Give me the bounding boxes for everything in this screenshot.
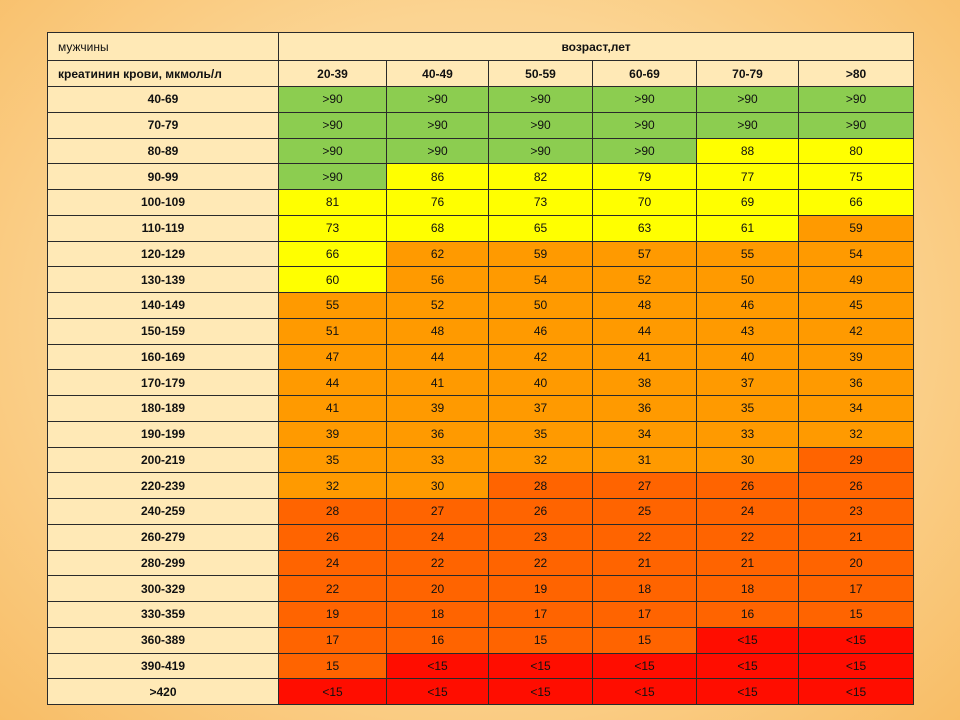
gfr-value-cell: <15 (593, 679, 697, 705)
creatinine-range: 130-139 (48, 267, 279, 293)
gfr-value-cell: 19 (279, 602, 387, 628)
gfr-value-cell: 66 (799, 190, 914, 216)
gfr-value-cell: 15 (799, 602, 914, 628)
gfr-value-cell: 60 (279, 267, 387, 293)
gfr-value-cell: 59 (489, 241, 593, 267)
table-row (48, 421, 914, 447)
gfr-value-cell: 32 (489, 447, 593, 473)
gfr-value-cell: 27 (387, 499, 489, 525)
table-row (48, 473, 914, 499)
gfr-value-cell: 22 (387, 550, 489, 576)
table-row (48, 447, 914, 473)
gfr-value-cell: 36 (387, 421, 489, 447)
gfr-value-cell: <15 (593, 653, 697, 679)
gfr-value-cell: >90 (593, 138, 697, 164)
age-group-header: 70-79 (697, 61, 799, 87)
gfr-value-cell: >90 (387, 138, 489, 164)
gfr-value-cell: 32 (279, 473, 387, 499)
creatinine-range: 260-279 (48, 524, 279, 550)
gfr-value-cell: 15 (489, 627, 593, 653)
gfr-value-cell: 55 (279, 293, 387, 319)
age-group-header: >80 (799, 61, 914, 87)
gfr-value-cell: 68 (387, 215, 489, 241)
age-group-header: 40-49 (387, 61, 489, 87)
gfr-value-cell: 31 (593, 447, 697, 473)
gfr-value-cell: 66 (279, 241, 387, 267)
table-row (48, 524, 914, 550)
gfr-value-cell: 45 (799, 293, 914, 319)
gfr-value-cell: 65 (489, 215, 593, 241)
table-row (48, 87, 914, 113)
gfr-value-cell: 26 (799, 473, 914, 499)
age-group-header: 20-39 (279, 61, 387, 87)
gfr-value-cell: >90 (799, 87, 914, 113)
gfr-value-cell: 27 (593, 473, 697, 499)
gfr-value-cell: 81 (279, 190, 387, 216)
gfr-value-cell: 47 (279, 344, 387, 370)
gfr-value-cell: 73 (279, 215, 387, 241)
creatinine-range: 100-109 (48, 190, 279, 216)
gfr-value-cell: 24 (387, 524, 489, 550)
gfr-value-cell: 33 (387, 447, 489, 473)
gfr-value-cell: 46 (489, 318, 593, 344)
gfr-value-cell: 63 (593, 215, 697, 241)
gfr-value-cell: 34 (799, 396, 914, 422)
gfr-value-cell: >90 (387, 87, 489, 113)
egfr-table (47, 32, 914, 705)
gfr-value-cell: 69 (697, 190, 799, 216)
gfr-value-cell: 28 (489, 473, 593, 499)
gfr-value-cell: 57 (593, 241, 697, 267)
gfr-value-cell: 59 (799, 215, 914, 241)
creatinine-range: 180-189 (48, 396, 279, 422)
table-row (48, 679, 914, 705)
gfr-value-cell: 48 (593, 293, 697, 319)
creatinine-range: 200-219 (48, 447, 279, 473)
gfr-value-cell: <15 (489, 653, 593, 679)
creatinine-label: креатинин крови, мкмоль/л (48, 61, 279, 87)
table-row (48, 241, 914, 267)
gfr-value-cell: 38 (593, 370, 697, 396)
creatinine-range: 240-259 (48, 499, 279, 525)
gfr-value-cell: 41 (279, 396, 387, 422)
header-row-2 (48, 61, 914, 87)
gfr-value-cell: 39 (279, 421, 387, 447)
gfr-value-cell: 76 (387, 190, 489, 216)
gfr-value-cell: <15 (387, 653, 489, 679)
creatinine-range: 110-119 (48, 215, 279, 241)
gfr-value-cell: 80 (799, 138, 914, 164)
table-body (48, 87, 914, 705)
gfr-value-cell: 36 (799, 370, 914, 396)
gfr-value-cell: 26 (279, 524, 387, 550)
creatinine-range: 220-239 (48, 473, 279, 499)
table-row (48, 602, 914, 628)
gfr-value-cell: 20 (799, 550, 914, 576)
gfr-value-cell: 39 (387, 396, 489, 422)
gfr-value-cell: >90 (697, 112, 799, 138)
gfr-value-cell: 52 (593, 267, 697, 293)
gfr-value-cell: 73 (489, 190, 593, 216)
gfr-value-cell: 62 (387, 241, 489, 267)
gfr-value-cell: >90 (799, 112, 914, 138)
gfr-value-cell: 23 (489, 524, 593, 550)
gfr-value-cell: 44 (279, 370, 387, 396)
creatinine-range: 80-89 (48, 138, 279, 164)
gfr-value-cell: 52 (387, 293, 489, 319)
gfr-value-cell: >90 (279, 112, 387, 138)
table-row (48, 576, 914, 602)
gfr-value-cell: 21 (593, 550, 697, 576)
gfr-value-cell: 79 (593, 164, 697, 190)
gfr-value-cell: 24 (279, 550, 387, 576)
table-row (48, 293, 914, 319)
gfr-value-cell: 46 (697, 293, 799, 319)
age-header: возраст,лет (279, 33, 914, 61)
creatinine-range: 280-299 (48, 550, 279, 576)
creatinine-range: 120-129 (48, 241, 279, 267)
gfr-value-cell: 48 (387, 318, 489, 344)
table-row (48, 499, 914, 525)
gfr-value-cell: 55 (697, 241, 799, 267)
gfr-value-cell: 41 (593, 344, 697, 370)
table-row (48, 112, 914, 138)
gfr-value-cell: 21 (697, 550, 799, 576)
table-row (48, 627, 914, 653)
creatinine-range: 160-169 (48, 344, 279, 370)
gfr-value-cell: 19 (489, 576, 593, 602)
gfr-value-cell: 16 (387, 627, 489, 653)
gfr-value-cell: 70 (593, 190, 697, 216)
gfr-value-cell: >90 (593, 87, 697, 113)
creatinine-range: 330-359 (48, 602, 279, 628)
gfr-value-cell: 20 (387, 576, 489, 602)
gfr-value-cell: >90 (489, 112, 593, 138)
creatinine-range: 360-389 (48, 627, 279, 653)
gfr-value-cell: 37 (697, 370, 799, 396)
gfr-value-cell: <15 (799, 653, 914, 679)
gfr-value-cell: 17 (593, 602, 697, 628)
creatinine-range: 70-79 (48, 112, 279, 138)
gfr-value-cell: 50 (697, 267, 799, 293)
gfr-value-cell: 35 (697, 396, 799, 422)
creatinine-range: 150-159 (48, 318, 279, 344)
gfr-value-cell: 40 (697, 344, 799, 370)
age-group-header: 60-69 (593, 61, 697, 87)
gfr-value-cell: 16 (697, 602, 799, 628)
gfr-value-cell: 18 (387, 602, 489, 628)
table-row (48, 370, 914, 396)
gfr-value-cell: 34 (593, 421, 697, 447)
gfr-value-cell: 17 (799, 576, 914, 602)
gfr-value-cell: 44 (593, 318, 697, 344)
gfr-value-cell: 26 (697, 473, 799, 499)
gfr-value-cell: >90 (279, 87, 387, 113)
gfr-value-cell: 25 (593, 499, 697, 525)
gfr-value-cell: >90 (697, 87, 799, 113)
gfr-value-cell: 28 (279, 499, 387, 525)
creatinine-range: 170-179 (48, 370, 279, 396)
gfr-value-cell: <15 (489, 679, 593, 705)
gfr-value-cell: 22 (593, 524, 697, 550)
gfr-value-cell: 21 (799, 524, 914, 550)
gfr-value-cell: 42 (489, 344, 593, 370)
gfr-value-cell: 88 (697, 138, 799, 164)
gfr-value-cell: 22 (279, 576, 387, 602)
gfr-value-cell: 75 (799, 164, 914, 190)
gfr-value-cell: 54 (799, 241, 914, 267)
gfr-value-cell: 15 (279, 653, 387, 679)
gfr-value-cell: 22 (697, 524, 799, 550)
gfr-value-cell: 18 (593, 576, 697, 602)
table-row (48, 267, 914, 293)
gfr-value-cell: 17 (279, 627, 387, 653)
header-row-1 (48, 33, 914, 61)
gfr-value-cell: <15 (799, 627, 914, 653)
table-row (48, 396, 914, 422)
gfr-value-cell: 18 (697, 576, 799, 602)
table-row (48, 215, 914, 241)
gfr-value-cell: 61 (697, 215, 799, 241)
table-row (48, 318, 914, 344)
gfr-value-cell: 35 (489, 421, 593, 447)
gfr-value-cell: 86 (387, 164, 489, 190)
gfr-value-cell: 41 (387, 370, 489, 396)
gfr-value-cell: 77 (697, 164, 799, 190)
creatinine-range: 140-149 (48, 293, 279, 319)
gfr-value-cell: 24 (697, 499, 799, 525)
gfr-value-cell: 15 (593, 627, 697, 653)
gfr-value-cell: >90 (279, 138, 387, 164)
gfr-value-cell: <15 (387, 679, 489, 705)
gfr-value-cell: 29 (799, 447, 914, 473)
gfr-value-cell: 49 (799, 267, 914, 293)
gfr-value-cell: 40 (489, 370, 593, 396)
creatinine-range: >420 (48, 679, 279, 705)
gfr-value-cell: 23 (799, 499, 914, 525)
gfr-value-cell: 33 (697, 421, 799, 447)
gfr-value-cell: >90 (387, 112, 489, 138)
gfr-value-cell: 37 (489, 396, 593, 422)
gfr-value-cell: <15 (697, 627, 799, 653)
gfr-value-cell: >90 (279, 164, 387, 190)
sex-label: мужчины (48, 33, 279, 61)
gfr-value-cell: 22 (489, 550, 593, 576)
gfr-value-cell: <15 (697, 653, 799, 679)
gfr-value-cell: 54 (489, 267, 593, 293)
gfr-value-cell: 30 (387, 473, 489, 499)
gfr-value-cell: 51 (279, 318, 387, 344)
creatinine-range: 90-99 (48, 164, 279, 190)
table-row (48, 190, 914, 216)
gfr-value-cell: 56 (387, 267, 489, 293)
gfr-value-cell: <15 (697, 679, 799, 705)
gfr-value-cell: <15 (799, 679, 914, 705)
gfr-value-cell: 35 (279, 447, 387, 473)
gfr-value-cell: 44 (387, 344, 489, 370)
age-group-header: 50-59 (489, 61, 593, 87)
table-row (48, 653, 914, 679)
creatinine-range: 40-69 (48, 87, 279, 113)
gfr-value-cell: 82 (489, 164, 593, 190)
gfr-value-cell: >90 (593, 112, 697, 138)
gfr-value-cell: 50 (489, 293, 593, 319)
gfr-value-cell: 32 (799, 421, 914, 447)
creatinine-range: 390-419 (48, 653, 279, 679)
gfr-value-cell: 26 (489, 499, 593, 525)
gfr-value-cell: 43 (697, 318, 799, 344)
gfr-value-cell: 36 (593, 396, 697, 422)
table-row (48, 138, 914, 164)
gfr-value-cell: <15 (279, 679, 387, 705)
gfr-value-cell: 39 (799, 344, 914, 370)
gfr-value-cell: 30 (697, 447, 799, 473)
creatinine-range: 300-329 (48, 576, 279, 602)
gfr-value-cell: 42 (799, 318, 914, 344)
gfr-value-cell: >90 (489, 138, 593, 164)
table-row (48, 344, 914, 370)
table-row (48, 164, 914, 190)
creatinine-range: 190-199 (48, 421, 279, 447)
gfr-value-cell: >90 (489, 87, 593, 113)
gfr-value-cell: 17 (489, 602, 593, 628)
table-row (48, 550, 914, 576)
